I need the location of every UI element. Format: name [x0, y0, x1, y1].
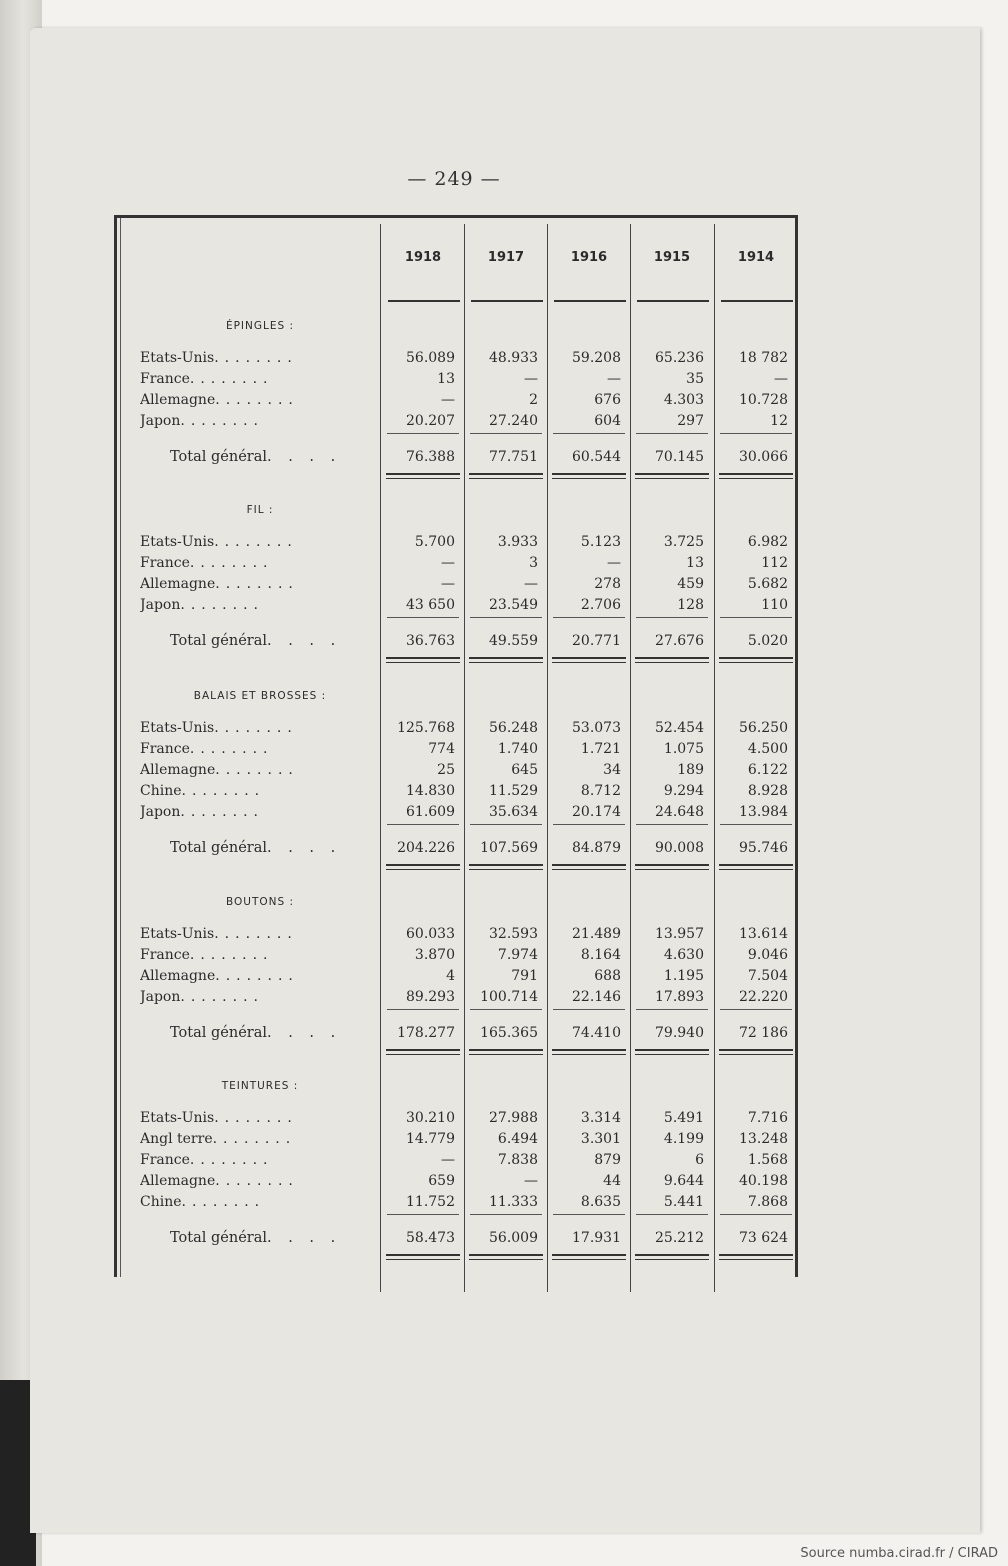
- table-cell: 35.634: [489, 804, 538, 820]
- row-label: [140, 574, 380, 594]
- total-double-rule: [719, 1049, 793, 1055]
- table-cell: 22.220: [739, 989, 788, 1005]
- row-label-text: Allemagne: [140, 968, 216, 984]
- total-cell: 70.145: [655, 449, 704, 465]
- total-label: [170, 1228, 380, 1248]
- total-double-rule: [386, 1049, 460, 1055]
- subtotal-rule: [387, 1009, 459, 1010]
- total-cell: 178.277: [397, 1025, 455, 1041]
- leader-dots: ........: [189, 1152, 274, 1168]
- total-label: [170, 447, 380, 467]
- leader-dots: ........: [180, 413, 264, 429]
- table-cell: 27.240: [489, 413, 538, 429]
- total-cell: 49.559: [489, 633, 538, 649]
- total-label: [170, 1023, 380, 1043]
- leader-dots: ........: [180, 804, 264, 820]
- total-double-rule: [635, 657, 709, 663]
- total-double-rule: [469, 657, 543, 663]
- leader-dots: ........: [180, 597, 264, 613]
- leader-dots: . . . .: [267, 449, 342, 465]
- table-cell: 3.725: [663, 534, 704, 550]
- table-cell: 11.529: [489, 783, 538, 799]
- total-double-rule: [635, 1049, 709, 1055]
- table-cell: 4: [446, 968, 455, 984]
- header-underline: [554, 300, 626, 302]
- table-cell: 278: [594, 576, 621, 592]
- table-cell: 20.207: [406, 413, 455, 429]
- table-cell: 7.868: [747, 1194, 788, 1210]
- subtotal-rule: [636, 433, 708, 434]
- table-cell: —: [441, 576, 455, 592]
- subtotal-rule: [720, 433, 792, 434]
- total-double-rule: [635, 473, 709, 479]
- row-label: [140, 781, 380, 801]
- table-cell: 43 650: [406, 597, 455, 613]
- subtotal-rule: [720, 617, 792, 618]
- table-cell: 110: [761, 597, 788, 613]
- total-cell: 72 186: [739, 1025, 788, 1041]
- row-label-text: Chine: [140, 1194, 182, 1210]
- total-double-rule: [552, 1049, 626, 1055]
- year-header: 1918: [404, 250, 442, 265]
- table-cell: 7.838: [497, 1152, 538, 1168]
- table-cell: 1.195: [663, 968, 704, 984]
- table-cell: 8.712: [580, 783, 621, 799]
- table-cell: 40.198: [739, 1173, 788, 1189]
- table-cell: 61.609: [406, 804, 455, 820]
- total-double-rule: [552, 864, 626, 870]
- subtotal-rule: [720, 1009, 792, 1010]
- total-cell: 5.020: [747, 633, 788, 649]
- leader-dots: ........: [180, 989, 264, 1005]
- row-label: [140, 1129, 380, 1149]
- total-double-rule: [386, 473, 460, 479]
- row-label: [140, 532, 380, 552]
- leader-dots: ........: [181, 783, 266, 799]
- total-cell: 30.066: [739, 449, 788, 465]
- year-header: 1916: [570, 250, 608, 265]
- table-cell: —: [441, 392, 455, 408]
- total-double-rule: [386, 1254, 460, 1260]
- table-cell: 3.870: [414, 947, 455, 963]
- table-cell: 60.033: [406, 926, 455, 942]
- table-cell: 21.489: [572, 926, 621, 942]
- subtotal-rule: [470, 1214, 542, 1215]
- column-divider: [380, 224, 381, 1292]
- row-label: [140, 1108, 380, 1128]
- header-underline: [721, 300, 793, 302]
- subtotal-rule: [553, 617, 625, 618]
- row-label: [140, 369, 380, 389]
- year-header: 1914: [737, 250, 775, 265]
- total-label: [170, 631, 380, 651]
- section-title: ÉPINGLES :: [225, 320, 295, 332]
- leader-dots: ........: [214, 350, 298, 366]
- total-double-rule: [469, 1254, 543, 1260]
- row-label: [140, 987, 380, 1007]
- subtotal-rule: [720, 1214, 792, 1215]
- section-title: BALAIS ET BROSSES :: [193, 690, 327, 702]
- leader-dots: ........: [189, 555, 274, 571]
- row-label: [140, 411, 380, 431]
- row-label-text: Japon: [140, 989, 181, 1005]
- table-cell: 56.089: [406, 350, 455, 366]
- table-cell: 879: [594, 1152, 621, 1168]
- table-cell: 32.593: [489, 926, 538, 942]
- row-label: [140, 739, 380, 759]
- header-underline: [471, 300, 543, 302]
- total-double-rule: [469, 473, 543, 479]
- table-cell: 59.208: [572, 350, 621, 366]
- table-cell: 5.441: [663, 1194, 704, 1210]
- total-cell: 79.940: [655, 1025, 704, 1041]
- row-label-text: France: [140, 371, 190, 387]
- table-cell: 10.728: [739, 392, 788, 408]
- table-cell: 13.957: [655, 926, 704, 942]
- table-cell: 8.164: [580, 947, 621, 963]
- table-cell: 125.768: [397, 720, 455, 736]
- row-label: [140, 390, 380, 410]
- subtotal-rule: [387, 433, 459, 434]
- row-label-text: Etats-Unis: [140, 534, 215, 550]
- table-cell: 3.314: [580, 1110, 621, 1126]
- year-header: 1915: [653, 250, 691, 265]
- row-label-text: Allemagne: [140, 1173, 216, 1189]
- total-cell: 60.544: [572, 449, 621, 465]
- subtotal-rule: [553, 1214, 625, 1215]
- total-label-text: Total général: [170, 633, 267, 649]
- subtotal-rule: [387, 824, 459, 825]
- table-cell: 30.210: [406, 1110, 455, 1126]
- table-cell: 1.721: [580, 741, 621, 757]
- total-double-rule: [635, 864, 709, 870]
- total-cell: 27.676: [655, 633, 704, 649]
- table-cell: 11.752: [406, 1194, 455, 1210]
- total-cell: 165.365: [480, 1025, 538, 1041]
- column-divider: [547, 224, 548, 1292]
- total-cell: 84.879: [572, 840, 621, 856]
- table-cell: 4.303: [663, 392, 704, 408]
- table-cell: 24.648: [655, 804, 704, 820]
- total-double-rule: [469, 1049, 543, 1055]
- total-double-rule: [719, 473, 793, 479]
- table-cell: 14.779: [406, 1131, 455, 1147]
- total-cell: 73 624: [739, 1230, 788, 1246]
- row-label: [140, 553, 380, 573]
- total-cell: 76.388: [406, 449, 455, 465]
- section-title: FIL :: [246, 504, 274, 516]
- subtotal-rule: [470, 824, 542, 825]
- subtotal-rule: [470, 433, 542, 434]
- table-cell: —: [524, 1173, 538, 1189]
- section-title: TEINTURES :: [221, 1080, 299, 1092]
- table-cell: 11.333: [489, 1194, 538, 1210]
- table-cell: 459: [677, 576, 704, 592]
- table-cell: 14.830: [406, 783, 455, 799]
- table-cell: 17.893: [655, 989, 704, 1005]
- table-cell: 297: [677, 413, 704, 429]
- total-label: [170, 838, 380, 858]
- column-divider: [714, 224, 715, 1292]
- table-cell: 7.716: [747, 1110, 788, 1126]
- subtotal-rule: [553, 1009, 625, 1010]
- row-label-text: Allemagne: [140, 762, 216, 778]
- total-label-text: Total général: [170, 1230, 267, 1246]
- table-cell: —: [524, 576, 538, 592]
- total-cell: 107.569: [480, 840, 538, 856]
- table-cell: 9.644: [663, 1173, 704, 1189]
- table-cell: 688: [594, 968, 621, 984]
- table-cell: 20.174: [572, 804, 621, 820]
- table-cell: 6.982: [747, 534, 788, 550]
- total-cell: 204.226: [397, 840, 455, 856]
- table-cell: 23.549: [489, 597, 538, 613]
- table-cell: 659: [428, 1173, 455, 1189]
- table-cell: 791: [511, 968, 538, 984]
- table-cell: 25: [437, 762, 455, 778]
- leader-dots: . . . .: [267, 1230, 342, 1246]
- table-cell: 44: [603, 1173, 621, 1189]
- total-double-rule: [552, 1254, 626, 1260]
- table-cell: —: [441, 1152, 455, 1168]
- leader-dots: ........: [215, 1173, 299, 1189]
- row-label: [140, 1171, 380, 1191]
- leader-dots: ........: [214, 1110, 298, 1126]
- table-cell: 774: [428, 741, 455, 757]
- total-double-rule: [552, 473, 626, 479]
- table-cell: 13: [686, 555, 704, 571]
- leader-dots: ........: [215, 392, 299, 408]
- row-label-text: Etats-Unis: [140, 720, 215, 736]
- year-header: 1917: [487, 250, 525, 265]
- table-cell: 4.630: [663, 947, 704, 963]
- table-cell: 1.075: [663, 741, 704, 757]
- leader-dots: ........: [189, 371, 274, 387]
- total-cell: 17.931: [572, 1230, 621, 1246]
- leader-dots: . . . .: [267, 633, 342, 649]
- row-label: [140, 966, 380, 986]
- row-label: [140, 1150, 380, 1170]
- total-cell: 58.473: [406, 1230, 455, 1246]
- total-cell: 77.751: [489, 449, 538, 465]
- table-cell: 13.248: [739, 1131, 788, 1147]
- table-cell: 6.494: [497, 1131, 538, 1147]
- subtotal-rule: [387, 1214, 459, 1215]
- total-cell: 90.008: [655, 840, 704, 856]
- table-cell: 9.294: [663, 783, 704, 799]
- total-label-text: Total général: [170, 1025, 267, 1041]
- subtotal-rule: [387, 617, 459, 618]
- table-cell: 1.740: [497, 741, 538, 757]
- table-cell: 676: [594, 392, 621, 408]
- row-label-text: Japon: [140, 413, 181, 429]
- table-cell: 12: [770, 413, 788, 429]
- table-cell: 5.123: [580, 534, 621, 550]
- column-divider: [630, 224, 631, 1292]
- total-cell: 95.746: [739, 840, 788, 856]
- table-cell: 13: [437, 371, 455, 387]
- table-cell: —: [774, 371, 788, 387]
- table-cell: —: [524, 371, 538, 387]
- row-label: [140, 595, 380, 615]
- leader-dots: ........: [181, 1194, 266, 1210]
- table-cell: 56.248: [489, 720, 538, 736]
- row-label: [140, 1192, 380, 1212]
- table-cell: 604: [594, 413, 621, 429]
- source-credit: Source numba.cirad.fr / CIRAD: [800, 1546, 998, 1561]
- subtotal-rule: [636, 824, 708, 825]
- leader-dots: ........: [212, 1131, 297, 1147]
- table-cell: —: [441, 555, 455, 571]
- table-cell: 4.199: [663, 1131, 704, 1147]
- row-label-text: Etats-Unis: [140, 1110, 215, 1126]
- header-underline: [637, 300, 709, 302]
- row-label: [140, 802, 380, 822]
- table-cell: 22.146: [572, 989, 621, 1005]
- column-divider: [464, 224, 465, 1292]
- row-label-text: Etats-Unis: [140, 926, 215, 942]
- subtotal-rule: [553, 433, 625, 434]
- total-double-rule: [469, 864, 543, 870]
- table-cell: 65.236: [655, 350, 704, 366]
- row-label-text: Allemagne: [140, 576, 216, 592]
- table-cell: 645: [511, 762, 538, 778]
- row-label-text: Allemagne: [140, 392, 216, 408]
- table-cell: 8.928: [747, 783, 788, 799]
- row-label-text: Chine: [140, 783, 182, 799]
- subtotal-rule: [636, 1009, 708, 1010]
- table-cell: 9.046: [747, 947, 788, 963]
- subtotal-rule: [636, 1214, 708, 1215]
- leader-dots: . . . .: [267, 840, 342, 856]
- row-label: [140, 924, 380, 944]
- table-cell: 48.933: [489, 350, 538, 366]
- leader-dots: ........: [215, 576, 299, 592]
- table-cell: 1.568: [747, 1152, 788, 1168]
- table-cell: 128: [677, 597, 704, 613]
- total-double-rule: [386, 864, 460, 870]
- leader-dots: ........: [189, 947, 274, 963]
- table-cell: 5.682: [747, 576, 788, 592]
- total-double-rule: [635, 1254, 709, 1260]
- row-label: [140, 718, 380, 738]
- table-cell: 3: [529, 555, 538, 571]
- leader-dots: ........: [215, 762, 299, 778]
- table-cell: 35: [686, 371, 704, 387]
- total-cell: 36.763: [406, 633, 455, 649]
- total-double-rule: [386, 657, 460, 663]
- table-cell: 112: [761, 555, 788, 571]
- table-cell: 56.250: [739, 720, 788, 736]
- subtotal-rule: [636, 617, 708, 618]
- subtotal-rule: [720, 824, 792, 825]
- row-label-text: Etats-Unis: [140, 350, 215, 366]
- subtotal-rule: [470, 1009, 542, 1010]
- table-cell: —: [607, 555, 621, 571]
- row-label-text: Japon: [140, 804, 181, 820]
- row-label-text: France: [140, 555, 190, 571]
- total-cell: 25.212: [655, 1230, 704, 1246]
- total-cell: 74.410: [572, 1025, 621, 1041]
- leader-dots: ........: [214, 926, 298, 942]
- row-label-text: Angl terre: [140, 1131, 213, 1147]
- total-label-text: Total général: [170, 449, 267, 465]
- table-cell: 89.293: [406, 989, 455, 1005]
- table-cell: 27.988: [489, 1110, 538, 1126]
- subtotal-rule: [553, 824, 625, 825]
- total-cell: 20.771: [572, 633, 621, 649]
- section-title: BOUTONS :: [225, 896, 295, 908]
- total-double-rule: [719, 1254, 793, 1260]
- leader-dots: . . . .: [267, 1025, 342, 1041]
- table-cell: 2.706: [580, 597, 621, 613]
- leader-dots: ........: [214, 720, 298, 736]
- table-cell: 3.301: [580, 1131, 621, 1147]
- leader-dots: ........: [214, 534, 298, 550]
- table-cell: 13.614: [739, 926, 788, 942]
- table-cell: 53.073: [572, 720, 621, 736]
- total-double-rule: [552, 657, 626, 663]
- row-label-text: France: [140, 741, 190, 757]
- header-underline: [388, 300, 460, 302]
- table-cell: 7.974: [497, 947, 538, 963]
- table-cell: 6.122: [747, 762, 788, 778]
- page-number: — 249 —: [407, 168, 501, 190]
- row-label-text: France: [140, 1152, 190, 1168]
- table-cell: 189: [677, 762, 704, 778]
- table-cell: —: [607, 371, 621, 387]
- total-double-rule: [719, 657, 793, 663]
- table-cell: 100.714: [480, 989, 538, 1005]
- row-label: [140, 760, 380, 780]
- table-cell: 13.984: [739, 804, 788, 820]
- subtotal-rule: [470, 617, 542, 618]
- total-double-rule: [719, 864, 793, 870]
- table-cell: 7.504: [747, 968, 788, 984]
- table-cell: 8.635: [580, 1194, 621, 1210]
- table-cell: 18 782: [739, 350, 788, 366]
- table-cell: 3.933: [497, 534, 538, 550]
- leader-dots: ........: [215, 968, 299, 984]
- table-cell: 5.700: [414, 534, 455, 550]
- table-cell: 34: [603, 762, 621, 778]
- table-cell: 52.454: [655, 720, 704, 736]
- table-cell: 4.500: [747, 741, 788, 757]
- row-label: [140, 945, 380, 965]
- row-label: [140, 348, 380, 368]
- table-cell: 2: [529, 392, 538, 408]
- table-cell: 6: [695, 1152, 704, 1168]
- row-label-text: Japon: [140, 597, 181, 613]
- total-label-text: Total général: [170, 840, 267, 856]
- leader-dots: ........: [189, 741, 274, 757]
- table-cell: 5.491: [663, 1110, 704, 1126]
- row-label-text: France: [140, 947, 190, 963]
- total-cell: 56.009: [489, 1230, 538, 1246]
